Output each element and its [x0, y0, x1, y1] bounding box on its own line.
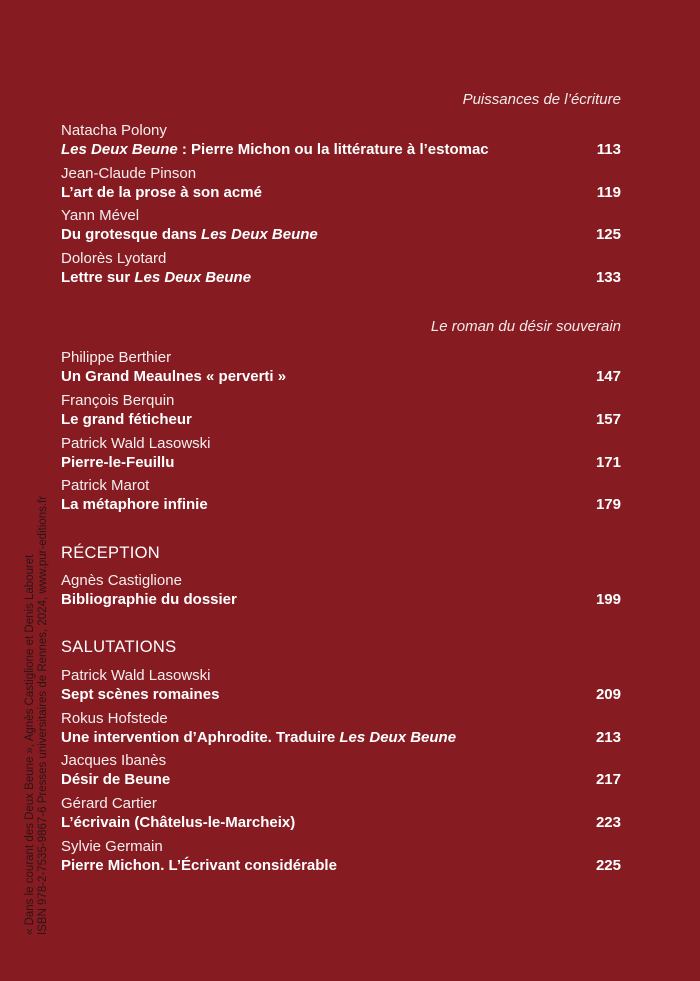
toc-entry — [61, 122, 621, 160]
entry-title: Un Grand Meaulnes « perverti » — [61, 368, 287, 385]
subsection-heading: Puissances de l’écriture — [462, 91, 621, 108]
entry-title: Sept scènes romaines — [61, 686, 220, 703]
entry-title: Le grand féticheur — [61, 411, 192, 428]
entry-author: Patrick Wald Lasowski — [61, 667, 211, 684]
entry-page-number: 113 — [596, 141, 621, 158]
entry-author: Jean-Claude Pinson — [61, 165, 197, 182]
entry-author: Patrick Marot — [61, 477, 150, 494]
toc-entry — [61, 435, 621, 473]
entry-page-number: 213 — [595, 729, 621, 746]
entry-title-italic: Les Deux Beune — [339, 729, 457, 746]
entry-author: Dolorès Lyotard — [61, 250, 167, 267]
entry-title-italic: Les Deux Beune — [134, 269, 252, 286]
entry-title: La métaphore infinie — [61, 496, 208, 513]
entry-page-number: 171 — [595, 454, 621, 471]
entry-title-italic: Les Deux Beune — [201, 226, 318, 243]
toc-entry — [61, 165, 621, 203]
toc-entry — [61, 572, 621, 610]
toc-entry — [61, 710, 621, 748]
entry-page-number: 157 — [595, 411, 621, 428]
entry-title — [61, 729, 456, 746]
entry-title: Pierre Michon. L’Écrivant considérable — [61, 857, 337, 874]
entry-author: Jacques Ibanès — [61, 752, 167, 769]
entry-title: Désir de Beune — [61, 771, 171, 788]
entry-author: Philippe Berthier — [61, 349, 172, 366]
entry-title-rest: Du grotesque dans — [61, 226, 202, 243]
entry-title: Bibliographie du dossier — [61, 591, 237, 608]
entry-page-number: 199 — [595, 591, 621, 608]
entry-title: L’écrivain (Châtelus-le-Marcheix) — [61, 814, 296, 831]
toc-entry — [61, 250, 621, 288]
toc-entry — [61, 795, 621, 833]
entry-author: François Berquin — [61, 392, 175, 409]
entry-page-number: 209 — [595, 686, 621, 703]
entry-title-rest: : Pierre Michon ou la littérature à l’estomac — [177, 141, 489, 158]
entry-title — [61, 226, 318, 243]
entry-author: Agnès Castiglione — [61, 572, 182, 589]
entry-title — [61, 269, 251, 286]
entry-author: Yann Mével — [61, 207, 140, 224]
entry-author: Sylvie Germain — [61, 838, 163, 855]
credit-line: ISBN 978-2-7535-9867-6 Presses universitaires de Rennes, 2024, www.pur-editions.fr — [37, 495, 49, 935]
entry-page-number: 179 — [595, 496, 621, 513]
entry-author: Natacha Polony — [61, 122, 167, 139]
toc-entry — [61, 477, 621, 515]
entry-page-number: 225 — [595, 857, 621, 874]
entry-title — [61, 141, 489, 158]
entry-page-number: 147 — [595, 368, 621, 385]
entry-page-number: 223 — [595, 814, 621, 831]
entry-title: L’art de la prose à son acmé — [61, 184, 262, 201]
credit-line: « Dans le courant des Deux Beune », Agnès Castiglione et Denis Labouret — [24, 554, 36, 935]
toc-entry — [61, 752, 621, 790]
entry-author: Gérard Cartier — [61, 795, 157, 812]
entry-page-number: 119 — [596, 184, 621, 201]
entry-page-number: 125 — [595, 226, 621, 243]
entry-author: Rokus Hofstede — [61, 710, 168, 727]
section-heading: RÉCEPTION — [61, 544, 160, 562]
toc-entry — [61, 838, 621, 876]
entry-title: Pierre-le-Feuillu — [61, 454, 175, 471]
subsection-heading: Le roman du désir souverain — [430, 318, 621, 335]
entry-title-rest: Une intervention d’Aphrodite. Traduire — [61, 729, 340, 746]
entry-title-italic: Les Deux Beune — [61, 141, 178, 158]
copyright-credit — [24, 496, 50, 935]
toc-entry — [61, 349, 621, 387]
toc-entry — [61, 667, 621, 705]
entry-title-rest: Lettre sur — [61, 269, 135, 286]
section-heading: SALUTATIONS — [61, 638, 177, 656]
entry-author: Patrick Wald Lasowski — [61, 435, 211, 452]
toc-entry — [61, 392, 621, 430]
entry-page-number: 133 — [595, 269, 621, 286]
toc-entry — [61, 207, 621, 245]
entry-page-number: 217 — [595, 771, 621, 788]
